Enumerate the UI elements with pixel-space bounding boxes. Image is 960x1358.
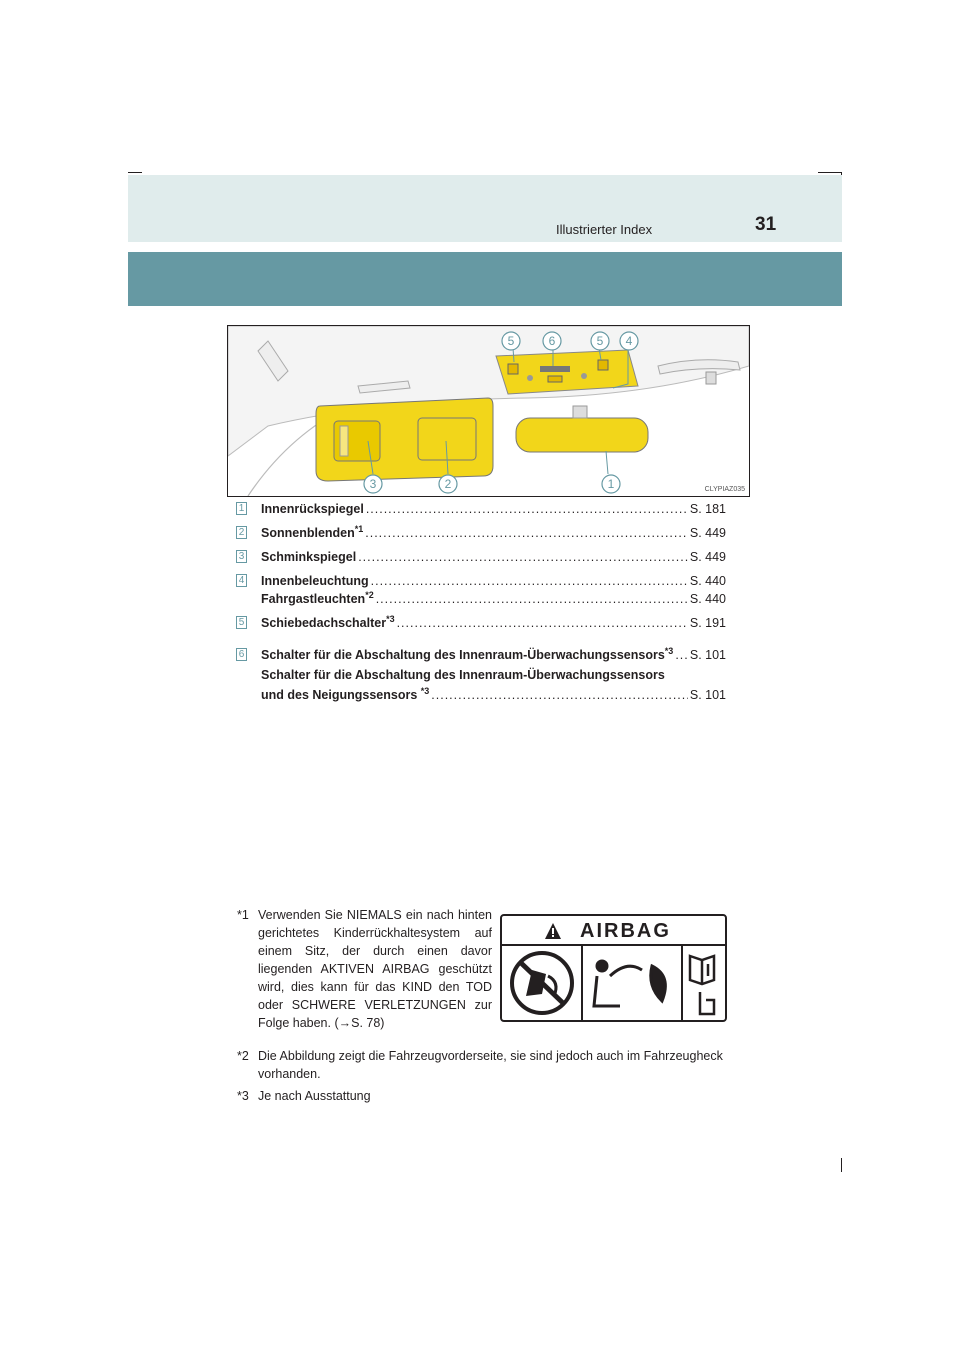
callout-5: 5 xyxy=(507,334,515,348)
index-row xyxy=(236,614,726,632)
index-row xyxy=(236,500,726,518)
page-ref-link[interactable]: S. 181 xyxy=(689,502,726,516)
footnote-ref: *3 xyxy=(420,685,430,696)
footnote-mark: *2 xyxy=(237,1049,249,1063)
callout-3: 3 xyxy=(369,477,377,491)
index-row xyxy=(236,666,726,684)
page-ref-link[interactable]: S. 440 xyxy=(689,592,726,606)
section-band xyxy=(128,252,842,306)
page-ref-link[interactable]: S. 440 xyxy=(689,574,726,588)
footnote-ref: *3 xyxy=(386,613,395,624)
page-ref-link[interactable]: S. 449 xyxy=(689,526,726,540)
index-label: und des Neigungssensors xyxy=(261,688,421,702)
index-row xyxy=(236,548,726,566)
footnote-text: Je nach Ausstattung xyxy=(258,1089,371,1103)
footnote-ref: *2 xyxy=(365,589,374,600)
callout-1: 1 xyxy=(607,477,615,491)
figure-code: CLYPIAZ035 xyxy=(704,486,745,493)
callout-6: 6 xyxy=(548,334,556,348)
callout-4: 4 xyxy=(625,334,633,348)
index-number: 4 xyxy=(236,574,247,587)
page-ref-link[interactable]: S. 191 xyxy=(689,616,726,630)
index-row xyxy=(236,686,726,704)
airbag-deploy-icon xyxy=(594,961,665,1006)
footnote-mark: *1 xyxy=(237,908,249,922)
index-label: Schminkspiegel xyxy=(261,550,357,564)
page-ref-link[interactable]: S. 101 xyxy=(689,648,726,662)
index-number: 2 xyxy=(236,526,247,539)
index-number: 1 xyxy=(236,502,247,515)
footnote-mark: *3 xyxy=(237,1089,249,1103)
footnote-3 xyxy=(237,1087,371,1105)
page-ref-link[interactable]: S. 449 xyxy=(689,550,726,564)
index-label: Innenrückspiegel xyxy=(261,502,364,516)
crop-mark xyxy=(128,172,142,173)
page-title: Illustrierter Index xyxy=(556,222,653,237)
page-ref-link[interactable]: S. 101 xyxy=(689,688,726,702)
footnote-text: Verwenden Sie NIEMALS ein nach hinten gerichtetes Kinderrückhaltesystem auf einem Sitz, der durch einen davor liegenden AKTIVEN AIRBAG geschützt wird, dies kann für das KIND den TOD oder SCHWERE VERLETZUNGEN zur Folge haben. (→S. 78) xyxy=(258,908,492,1030)
read-manual-icon xyxy=(690,956,714,1014)
callout-5b: 5 xyxy=(596,334,604,348)
index-row xyxy=(236,524,726,542)
footnote-ref: *3 xyxy=(664,645,674,656)
index-row xyxy=(236,646,726,664)
crop-mark xyxy=(818,172,842,173)
index-label: Sonnenblenden xyxy=(261,526,355,540)
crop-mark xyxy=(841,1158,842,1172)
interior-illustration xyxy=(227,325,750,497)
page-header xyxy=(128,175,842,242)
index-label: Schalter für die Abschaltung des Innenraum-Überwachungssensors xyxy=(261,668,665,682)
index-row xyxy=(236,590,726,608)
no-child-seat-icon xyxy=(512,953,572,1013)
index-row xyxy=(236,572,726,590)
airbag-pictograms xyxy=(502,946,725,1020)
callout-2: 2 xyxy=(444,477,452,491)
airbag-warning-label xyxy=(500,914,727,1022)
warning-triangle-icon xyxy=(544,922,562,940)
index-number: 3 xyxy=(236,550,247,563)
index-label: Innenbeleuchtung xyxy=(261,574,369,588)
footnote-text: Die Abbildung zeigt die Fahrzeugvorderseite, sie sind jedoch auch im Fahrzeugheck vorhanden. xyxy=(258,1049,723,1081)
page-number: 31 xyxy=(755,214,777,235)
index-label: Fahrgastleuchten xyxy=(261,592,366,606)
index-label: Schalter für die Abschaltung des Innenraum-Überwachungssensors xyxy=(261,648,665,662)
airbag-title xyxy=(502,916,725,946)
index-label: Schiebedachschalter xyxy=(261,616,387,630)
airbag-text: AIRBAG xyxy=(580,920,671,942)
index-number: 6 xyxy=(236,648,247,661)
index-number: 5 xyxy=(236,616,247,629)
overhead-console-drawing xyxy=(228,326,749,496)
footnote-ref: *1 xyxy=(354,523,364,534)
